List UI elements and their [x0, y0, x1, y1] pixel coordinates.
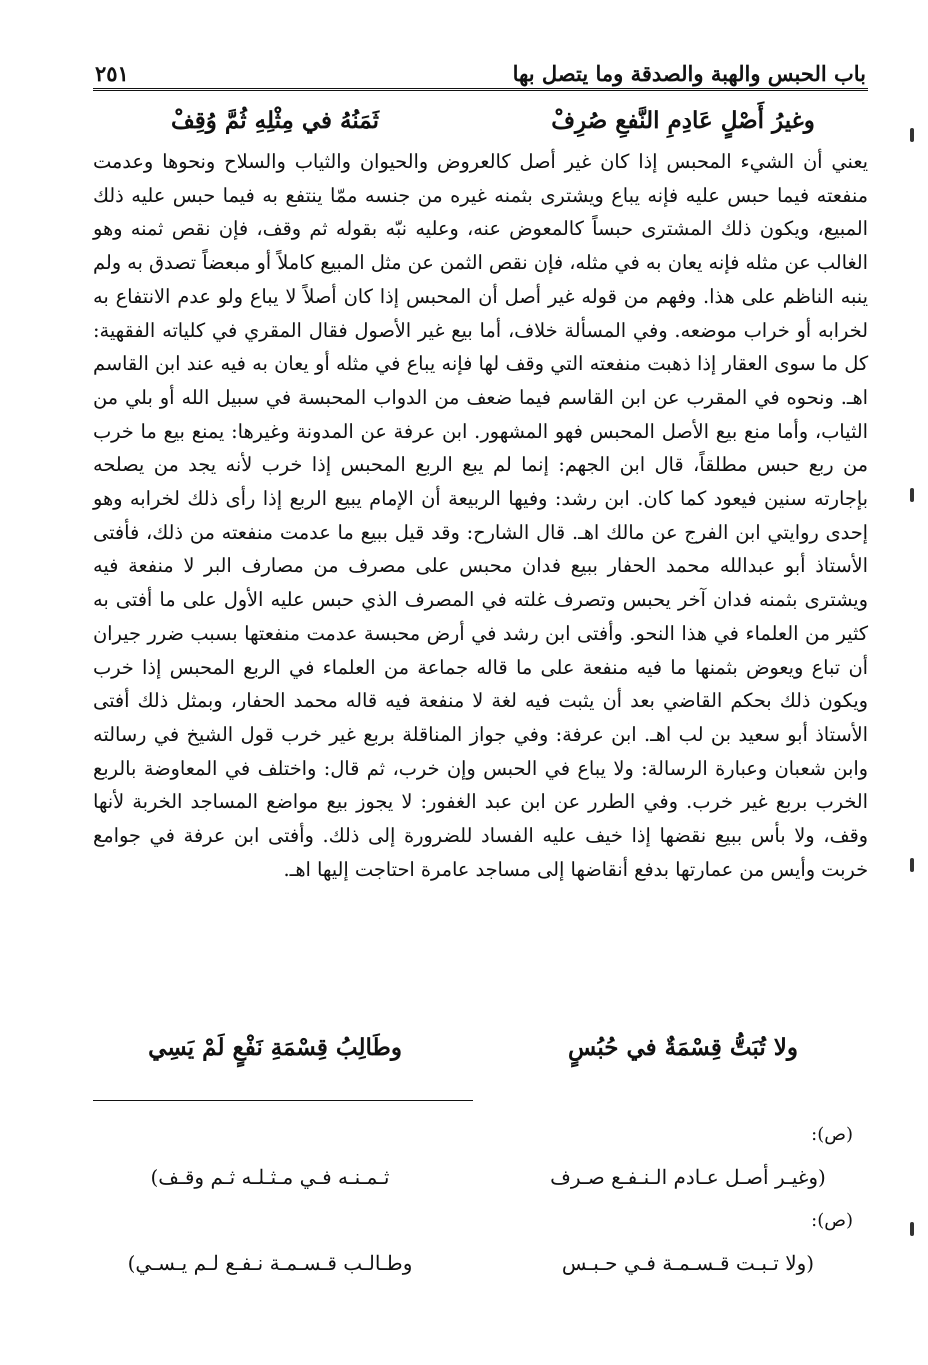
scan-margin-mark — [910, 488, 914, 502]
footnote-2-verse — [105, 1246, 853, 1280]
footnote-1-label: (ص): — [811, 1124, 853, 1145]
scan-margin-mark — [910, 858, 914, 872]
footnote-rule — [93, 1100, 473, 1101]
page-number: ٢٥١ — [95, 61, 129, 86]
verse-1-first-hemistich: وغيرُ أَصْلٍ عَادِمِ النَّفعِ صُرِفْ — [551, 106, 815, 134]
footnote-2-first-hemistich: (ولا تـبـت قـسـمـة فـي حـبـس — [561, 1251, 815, 1275]
chapter-title: باب الحبس والهبة والصدقة وما يتصل بها — [512, 61, 866, 86]
commentary-body — [93, 145, 868, 1025]
verse-line-2 — [105, 1027, 853, 1067]
verse-2-second-hemistich: وطَالِبُ قِسْمَةِ نَفْعٍ لَمْ يَسِي — [148, 1033, 402, 1061]
verse-line-1 — [105, 100, 853, 140]
running-header — [95, 50, 866, 86]
scan-margin-mark — [910, 128, 914, 142]
scan-margin-mark — [910, 1222, 914, 1236]
footnote-1-second-hemistich: ثـمـنـه فـي مـثـلـه ثـم وقـف) — [150, 1165, 390, 1189]
verse-2-first-hemistich: ولا تُبَتُّ قِسْمَةٌ في حُبُسٍ — [568, 1033, 798, 1061]
footnote-1-first-hemistich: (وغيـر أصـل عـادم الـنـفـع صـرف — [550, 1165, 826, 1189]
verse-1-second-hemistich: ثَمَنُهُ في مِثْلِهِ ثُمَّ وُقِفْ — [171, 106, 379, 134]
commentary-paragraph: يعني أن الشيء المحبس إذا كان غير أصل كالعروض والحيوان والثياب والسلاح ونحوها وعدمت منفعته فيما حبس عليه فإنه يباع ويشترى بثمنه غيره من جنسه ممّا ينتفع به فيما حبس عليه ذلك المبيع، ويكون ذلك المشترى حبساً كالمعوض عنه، وعليه نبّه بقوله ثم وقف، فإن نقص ثمنه وهو الغالب عن مثله فإنه يعان به في مثله، فإن نقص الثمن عن مثل المبيع كاملاً أو مبعضاً تصدق به ولم ينبه الناظم على هذا. وفهم من قوله غير أصل أن المحبس إذا كان أصلاً لا يباع ولو عدم الانتفاع به لخرابه أو خراب موضعه. وفي المسألة خلاف، أما بيع غير الأصول فقال المقري في كلياته الفقهية: كل ما سوى العقار إذا ذهبت منفعته التي وقف لها فإنه يباع في مثله أو يعان به فيه عند ابن القاسم اهـ. ونحوه في المقرب عن ابن القاسم فيما ضعف من الدواب المحبسة في سبيل الله أو بلي من الثياب، وأما منع بيع الأصل المحبس فهو المشهور. ابن عرفة عن المدونة وغيرها: يمنع بيع ما خرب من ربع حبس مطلقاً، قال ابن الجهم: إنما لم يبع الربع المحبس إذا خرب لأنه يجد من يصلحه بإجارته سنين فيعود كما كان. ابن رشد: وفيها الربيعة أن الإمام يبيع الربع إذا رأى ذلك لخرابه وهو إحدى روايتي ابن الفرج عن مالك اهـ. قال الشارح: وقد قيل ببيع ما عدمت منفعته من ذلك، فأفتى الأستاذ أبو عبدالله محمد الحفار ببيع فدان محبس على مصرف من مصارف البر لا منفعة فيه ويشترى بثمنه فدان آخر يحبس وتصرف غلته في المصرف الذي حبس عليه الأول على ما أفتى به كثير من العلماء في هذا النحو. وأفتى ابن رشد في أرض محبسة عدمت منفعتها بسبب ضرر جيران أن تباع ويعوض بثمنها ما فيه منفعة على ما قاله جماعة من العلماء في الربع المحبس إذا خرب ويكون ذلك بحكم القاضي بعد أن يثبت فيه لغة لا منفعة فيه قاله محمد الحفار، وبمثل ذلك أفتى الأستاذ أبو سعيد بن لب اهـ. ابن عرفة: وفي جواز المناقلة بربع غير خرب قول الشيخ في رسالته وابن شعبان وعبارة الرسالة: ولا يباع في الحبس وإن خرب، ثم قال: واختلف في المعاوضة بالربع الخرب بربع غير خرب. وفي الطرر عن ابن عبد الغفور: لا يجوز بيع مواضع المساجد الخربة لأنها وقف، ولا بأس ببيع نقضها إذا خيف عليه الفساد للضرورة إلى ذلك. وأفتى ابن عرفة في جوامع خربت وأيس من عمارتها بدفع أنقاضها إلى مساجد عامرة احتاجت إليها اهـ. — [93, 150, 868, 881]
footnote-2-second-hemistich: وطـالـب قـسـمـة نـفـع لـم يـسـي) — [127, 1251, 413, 1275]
footnote-1-verse — [105, 1160, 853, 1194]
footnote-2-label: (ص): — [811, 1210, 853, 1231]
header-rule — [93, 88, 868, 91]
